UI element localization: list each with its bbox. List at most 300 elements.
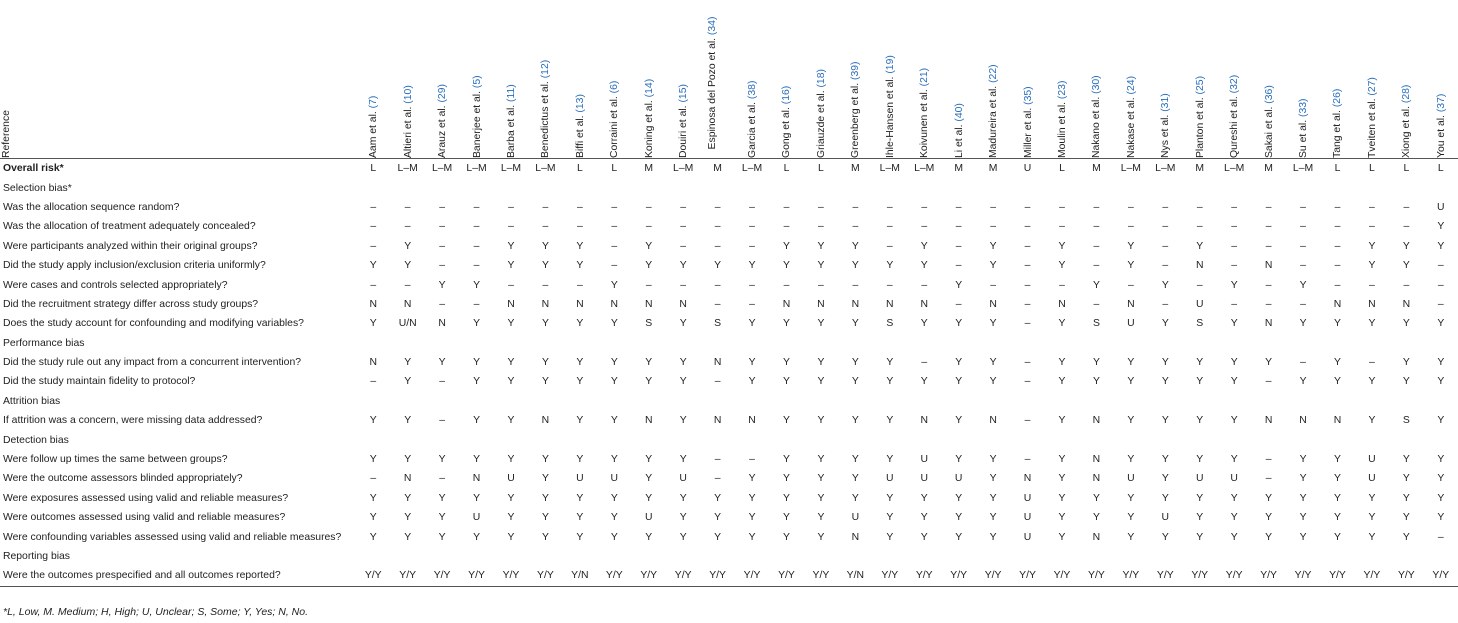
study-column-header: [1389, 0, 1423, 159]
table-cell: [1114, 178, 1148, 197]
table-cell: [494, 334, 528, 353]
table-cell: –: [783, 221, 790, 233]
table-cell: –: [1162, 298, 1169, 310]
table-cell: N: [713, 357, 722, 369]
study-citation: (26): [1332, 88, 1344, 108]
study-author: Li et al.: [953, 124, 965, 158]
study-column-header: [1114, 0, 1148, 159]
table-cell: Y: [955, 318, 963, 330]
table-cell: N: [541, 298, 550, 310]
table-cell: [976, 392, 1010, 411]
table-cell: Y: [1092, 279, 1100, 291]
table-cell: Y/Y: [941, 566, 975, 586]
row-label: Were outcomes assessed using valid and reliable measures?: [3, 512, 286, 524]
table-cell: [700, 178, 734, 197]
table-cell: –: [1369, 201, 1375, 213]
table-cell: –: [1024, 454, 1031, 466]
table-cell: [1183, 392, 1217, 411]
table-cell: –: [439, 298, 445, 310]
table-cell: –: [749, 221, 755, 233]
table-cell: [735, 392, 769, 411]
study-citation: (15): [678, 84, 690, 103]
table-cell: Y: [748, 473, 756, 485]
table-cell: –: [1196, 279, 1203, 291]
table-cell: –: [1437, 298, 1444, 310]
table-cell: Y: [1402, 240, 1410, 252]
table-cell: [425, 547, 459, 566]
table-cell: Y: [610, 415, 618, 427]
table-cell: –: [921, 201, 928, 213]
table-row: [0, 566, 1458, 586]
study-name: [506, 84, 517, 158]
table-cell: Y: [679, 357, 687, 369]
table-cell: U: [920, 454, 928, 466]
table-cell: [666, 334, 700, 353]
table-cell: Y: [714, 512, 722, 524]
study-author: Barba et al.: [505, 104, 517, 158]
study-author: Koivunen et al.: [919, 89, 931, 158]
study-name: [919, 68, 930, 158]
table-cell: [941, 392, 975, 411]
table-cell: Y: [438, 454, 446, 466]
table-cell: –: [886, 240, 893, 252]
table-cell: Y/Y: [390, 566, 424, 586]
study-author: Douiri et al.: [678, 105, 690, 158]
table-cell: Y: [610, 492, 618, 504]
table-cell: Y: [920, 318, 928, 330]
table-cell: Y: [473, 531, 480, 543]
study-citation: (33): [1298, 98, 1310, 117]
table-cell: M: [1092, 163, 1101, 175]
table-cell: [1010, 392, 1044, 411]
study-column-header: [1251, 0, 1285, 159]
study-column-header: [700, 0, 734, 159]
table-cell: N: [886, 298, 894, 310]
study-author: Biffi et al.: [574, 115, 586, 158]
table-row: [0, 198, 1458, 217]
table-cell: –: [955, 298, 962, 310]
table-cell: [804, 178, 838, 197]
table-cell: Y: [679, 492, 687, 504]
study-citation: (32): [1229, 74, 1241, 94]
table-cell: Y/Y: [597, 566, 631, 586]
study-author: Moulin et al.: [1056, 101, 1068, 158]
table-cell: Y/N: [563, 566, 597, 586]
table-cell: [390, 547, 424, 566]
study-column-header: [976, 0, 1010, 159]
table-cell: N: [472, 473, 481, 485]
table-cell: [769, 430, 803, 449]
table-cell: L–M: [535, 163, 556, 175]
table-cell: –: [439, 221, 445, 233]
table-cell: –: [1024, 415, 1031, 427]
table-cell: L–M: [431, 163, 453, 175]
study-column-header: [769, 0, 803, 159]
table-cell: L: [1369, 163, 1375, 175]
table-cell: U: [1127, 318, 1135, 330]
table-cell: Y: [473, 318, 480, 330]
table-cell: [838, 547, 872, 566]
table-cell: Y: [1299, 492, 1307, 504]
table-cell: Y: [783, 531, 790, 543]
table-cell: Y: [1265, 531, 1273, 543]
table-cell: Y: [886, 492, 894, 504]
table-cell: L–M: [1155, 163, 1176, 175]
table-cell: Y: [1334, 492, 1341, 504]
table-cell: N: [576, 298, 584, 310]
table-cell: [1079, 178, 1113, 197]
table-cell: [459, 392, 493, 411]
table-cell: Y: [886, 531, 894, 543]
study-column-header: [873, 0, 907, 159]
table-cell: Y: [1437, 318, 1445, 330]
section-row: [0, 430, 1458, 449]
table-cell: N: [1195, 260, 1204, 272]
table-cell: Y: [1334, 512, 1341, 524]
table-cell: Y: [748, 492, 756, 504]
table-cell: Y: [541, 318, 549, 330]
table-cell: [941, 430, 975, 449]
table-cell: Y: [989, 454, 997, 466]
table-cell: [356, 392, 390, 411]
study-citation: (11): [505, 84, 517, 102]
table-cell: L–M: [914, 163, 935, 175]
table-cell: –: [886, 221, 893, 233]
study-citation: (23): [1056, 80, 1068, 100]
table-cell: L: [1403, 163, 1410, 175]
table-cell: Y: [541, 512, 549, 524]
table-cell: Y: [541, 531, 549, 543]
table-cell: U: [1023, 163, 1032, 175]
table-cell: N: [403, 473, 412, 485]
table-cell: –: [1403, 221, 1410, 233]
table-row: [0, 489, 1458, 508]
table-cell: [528, 430, 562, 449]
table-cell: [735, 178, 769, 197]
study-name: [885, 55, 896, 158]
table-cell: Y: [645, 492, 653, 504]
study-name: [1229, 75, 1240, 158]
table-cell: [976, 334, 1010, 353]
table-cell: –: [1300, 298, 1306, 310]
study-column-header: [1079, 0, 1113, 159]
table-cell: [838, 430, 872, 449]
table-cell: Y: [645, 260, 653, 272]
table-cell: –: [680, 221, 687, 233]
table-cell: L: [611, 163, 618, 175]
table-cell: Y: [955, 376, 963, 388]
table-cell: –: [1334, 201, 1341, 213]
table-cell: N: [1092, 415, 1101, 427]
table-cell: [1251, 178, 1285, 197]
table-cell: Y: [1265, 492, 1273, 504]
table-cell: Y: [1368, 415, 1376, 427]
table-cell: Y: [438, 492, 446, 504]
table-cell: N: [1264, 318, 1273, 330]
table-cell: Y/Y: [356, 566, 390, 586]
table-cell: Y: [1230, 512, 1238, 524]
table-cell: [1286, 178, 1320, 197]
section-row: [0, 547, 1458, 566]
table-cell: Y: [645, 240, 653, 252]
table-cell: [907, 547, 941, 566]
table-cell: Y: [1334, 318, 1341, 330]
table-cell: [1010, 430, 1044, 449]
table-cell: Y: [541, 357, 549, 369]
table-cell: Y: [955, 531, 963, 543]
table-cell: Y: [473, 454, 480, 466]
table-cell: Y: [438, 279, 446, 291]
study-citation: (13): [574, 94, 586, 113]
table-cell: N: [507, 298, 515, 310]
table-cell: Y: [1058, 376, 1066, 388]
table-cell: [1079, 334, 1113, 353]
table-cell: Y: [1437, 512, 1445, 524]
study-author: Nakano et al.: [1091, 96, 1103, 158]
table-cell: –: [1059, 221, 1065, 233]
table-cell: –: [680, 201, 687, 213]
table-cell: Y/Y: [1010, 566, 1044, 586]
study-citation: (7): [368, 95, 380, 109]
table-cell: N: [369, 298, 377, 310]
table-cell: Y: [1127, 512, 1135, 524]
table-cell: Y: [851, 318, 859, 330]
study-citation: (38): [747, 80, 759, 100]
table-cell: –: [1231, 298, 1238, 310]
table-cell: Y/Y: [494, 566, 528, 586]
table-cell: Y: [886, 454, 894, 466]
table-cell: Y: [817, 415, 825, 427]
study-column-header: [390, 0, 424, 159]
table-cell: [597, 178, 631, 197]
table-cell: L–M: [1120, 163, 1141, 175]
study-name: [1298, 99, 1309, 159]
table-cell: –: [370, 376, 377, 388]
table-cell: Y: [1058, 473, 1066, 485]
table-cell: Y: [1334, 357, 1341, 369]
table-cell: N: [817, 298, 825, 310]
table-cell: Y: [783, 473, 790, 485]
table-cell: Y: [851, 454, 859, 466]
table-cell: –: [1334, 221, 1341, 233]
table-cell: [425, 430, 459, 449]
table-cell: [1148, 430, 1182, 449]
table-cell: [1045, 392, 1079, 411]
table-cell: –: [990, 201, 996, 213]
table-cell: Y: [1437, 454, 1445, 466]
table-cell: –: [645, 201, 652, 213]
study-citation: (36): [1263, 85, 1275, 104]
table-cell: [1183, 178, 1217, 197]
table-cell: [494, 547, 528, 566]
study-citation: (35): [1022, 86, 1034, 105]
study-name: [1126, 76, 1137, 158]
table-cell: Y: [1161, 415, 1169, 427]
table-cell: –: [439, 376, 445, 388]
table-cell: Y: [404, 357, 412, 369]
study-author: Ihle-Hansen et al.: [884, 76, 896, 158]
table-cell: Y: [473, 492, 480, 504]
table-cell: Y: [1196, 454, 1204, 466]
table-cell: –: [1162, 221, 1169, 233]
table-cell: N: [920, 415, 928, 427]
table-cell: –: [1231, 201, 1238, 213]
table-cell: Y: [989, 492, 997, 504]
table-cell: Y: [1196, 376, 1204, 388]
table-cell: Y: [783, 318, 790, 330]
section-title: Performance bias: [3, 337, 85, 349]
table-cell: Y: [1368, 240, 1376, 252]
table-cell: N: [920, 298, 928, 310]
table-cell: –: [1231, 221, 1238, 233]
study-author: Nys et al.: [1160, 114, 1172, 158]
table-cell: –: [473, 240, 480, 252]
table-cell: Y: [1127, 454, 1135, 466]
table-cell: Y: [1402, 473, 1410, 485]
table-cell: S: [645, 318, 653, 330]
table-cell: –: [921, 221, 928, 233]
table-cell: [735, 547, 769, 566]
table-cell: [1010, 547, 1044, 566]
table-cell: Y: [1402, 512, 1410, 524]
table-cell: –: [1024, 376, 1031, 388]
table-cell: Y/Y: [1183, 566, 1217, 586]
table-cell: N: [679, 298, 687, 310]
table-cell: [425, 392, 459, 411]
table-cell: [735, 430, 769, 449]
study-author: Altieri et al.: [402, 106, 414, 158]
table-cell: –: [852, 279, 859, 291]
table-cell: S: [1402, 415, 1410, 427]
table-cell: [597, 334, 631, 353]
table-cell: [1148, 392, 1182, 411]
table-cell: Y: [610, 357, 618, 369]
study-name: [707, 8, 719, 158]
table-cell: U: [679, 473, 687, 485]
study-name: [988, 64, 999, 158]
table-cell: Y: [920, 531, 928, 543]
table-cell: Y: [1437, 240, 1445, 252]
table-cell: Y: [404, 415, 412, 427]
table-cell: Y: [1402, 531, 1410, 543]
table-cell: Y: [610, 454, 618, 466]
table-cell: –: [404, 201, 411, 213]
table-cell: [356, 178, 390, 197]
table-cell: [1183, 547, 1217, 566]
table-cell: Y: [1092, 357, 1100, 369]
table-cell: –: [1127, 279, 1134, 291]
table-cell: Y: [1437, 376, 1445, 388]
table-cell: Y: [851, 357, 859, 369]
table-cell: –: [439, 473, 445, 485]
table-cell: –: [886, 279, 893, 291]
table-cell: –: [576, 279, 583, 291]
row-label: Were cases and controls selected appropriately?: [3, 279, 228, 291]
table-cell: –: [1334, 260, 1341, 272]
table-cell: Y: [817, 512, 825, 524]
table-cell: [976, 430, 1010, 449]
study-column-header: [804, 0, 838, 159]
table-cell: [873, 547, 907, 566]
study-citation: (12): [540, 59, 552, 79]
table-cell: Y: [989, 376, 997, 388]
table-cell: Y: [955, 357, 963, 369]
table-cell: Y: [886, 415, 894, 427]
table-cell: Y: [1196, 415, 1204, 427]
table-cell: Y: [645, 376, 653, 388]
table-cell: Y: [783, 512, 790, 524]
table-cell: Y: [1437, 473, 1445, 485]
study-author: Greenberg et al.: [850, 82, 862, 158]
table-cell: [873, 430, 907, 449]
table-cell: M: [644, 163, 654, 175]
table-cell: Y: [1402, 454, 1410, 466]
table-cell: Y: [920, 240, 928, 252]
study-name: [609, 81, 620, 158]
table-cell: Y/Y: [1148, 566, 1182, 586]
table-cell: Y: [1058, 531, 1066, 543]
table-cell: Y/Y: [804, 566, 838, 586]
section-title: Detection bias: [3, 434, 69, 446]
table-cell: [873, 392, 907, 411]
table-cell: [1251, 547, 1285, 566]
study-name: [368, 96, 379, 158]
table-cell: Y: [1334, 454, 1341, 466]
table-cell: –: [1231, 240, 1238, 252]
table-cell: –: [1300, 240, 1306, 252]
table-cell: –: [1024, 260, 1031, 272]
table-cell: Y: [645, 454, 653, 466]
table-cell: Y: [369, 512, 377, 524]
table-cell: Y: [1265, 512, 1273, 524]
table-cell: U: [1437, 201, 1445, 213]
table-cell: Y: [507, 492, 515, 504]
table-cell: [907, 430, 941, 449]
study-name: [1332, 89, 1343, 158]
table-cell: Y: [404, 454, 412, 466]
table-cell: –: [955, 240, 962, 252]
table-cell: Y: [1368, 260, 1376, 272]
table-cell: L: [1059, 163, 1065, 175]
study-name: [540, 60, 551, 158]
table-cell: Y: [1092, 376, 1100, 388]
table-cell: L–M: [500, 163, 522, 175]
table-cell: [907, 178, 941, 197]
study-name: [781, 86, 792, 158]
table-cell: Y/Y: [425, 566, 459, 586]
table-cell: Y: [1437, 357, 1445, 369]
study-citation: (21): [919, 67, 931, 87]
table-cell: [1320, 178, 1354, 197]
table-cell: [1183, 334, 1217, 353]
table-cell: [1424, 392, 1458, 411]
table-cell: [838, 178, 872, 197]
table-cell: M: [1264, 163, 1273, 175]
table-cell: [666, 547, 700, 566]
table-cell: –: [1265, 473, 1272, 485]
table-cell: –: [508, 221, 514, 233]
table-cell: Y: [1402, 318, 1410, 330]
table-cell: –: [714, 240, 721, 252]
study-column-header: [459, 0, 493, 159]
table-cell: –: [439, 201, 445, 213]
table-cell: N: [644, 298, 653, 310]
table-cell: Y: [576, 240, 584, 252]
study-name: [850, 62, 861, 158]
table-cell: Y: [679, 318, 687, 330]
table-cell: Y: [541, 240, 549, 252]
table-cell: N: [782, 298, 791, 310]
